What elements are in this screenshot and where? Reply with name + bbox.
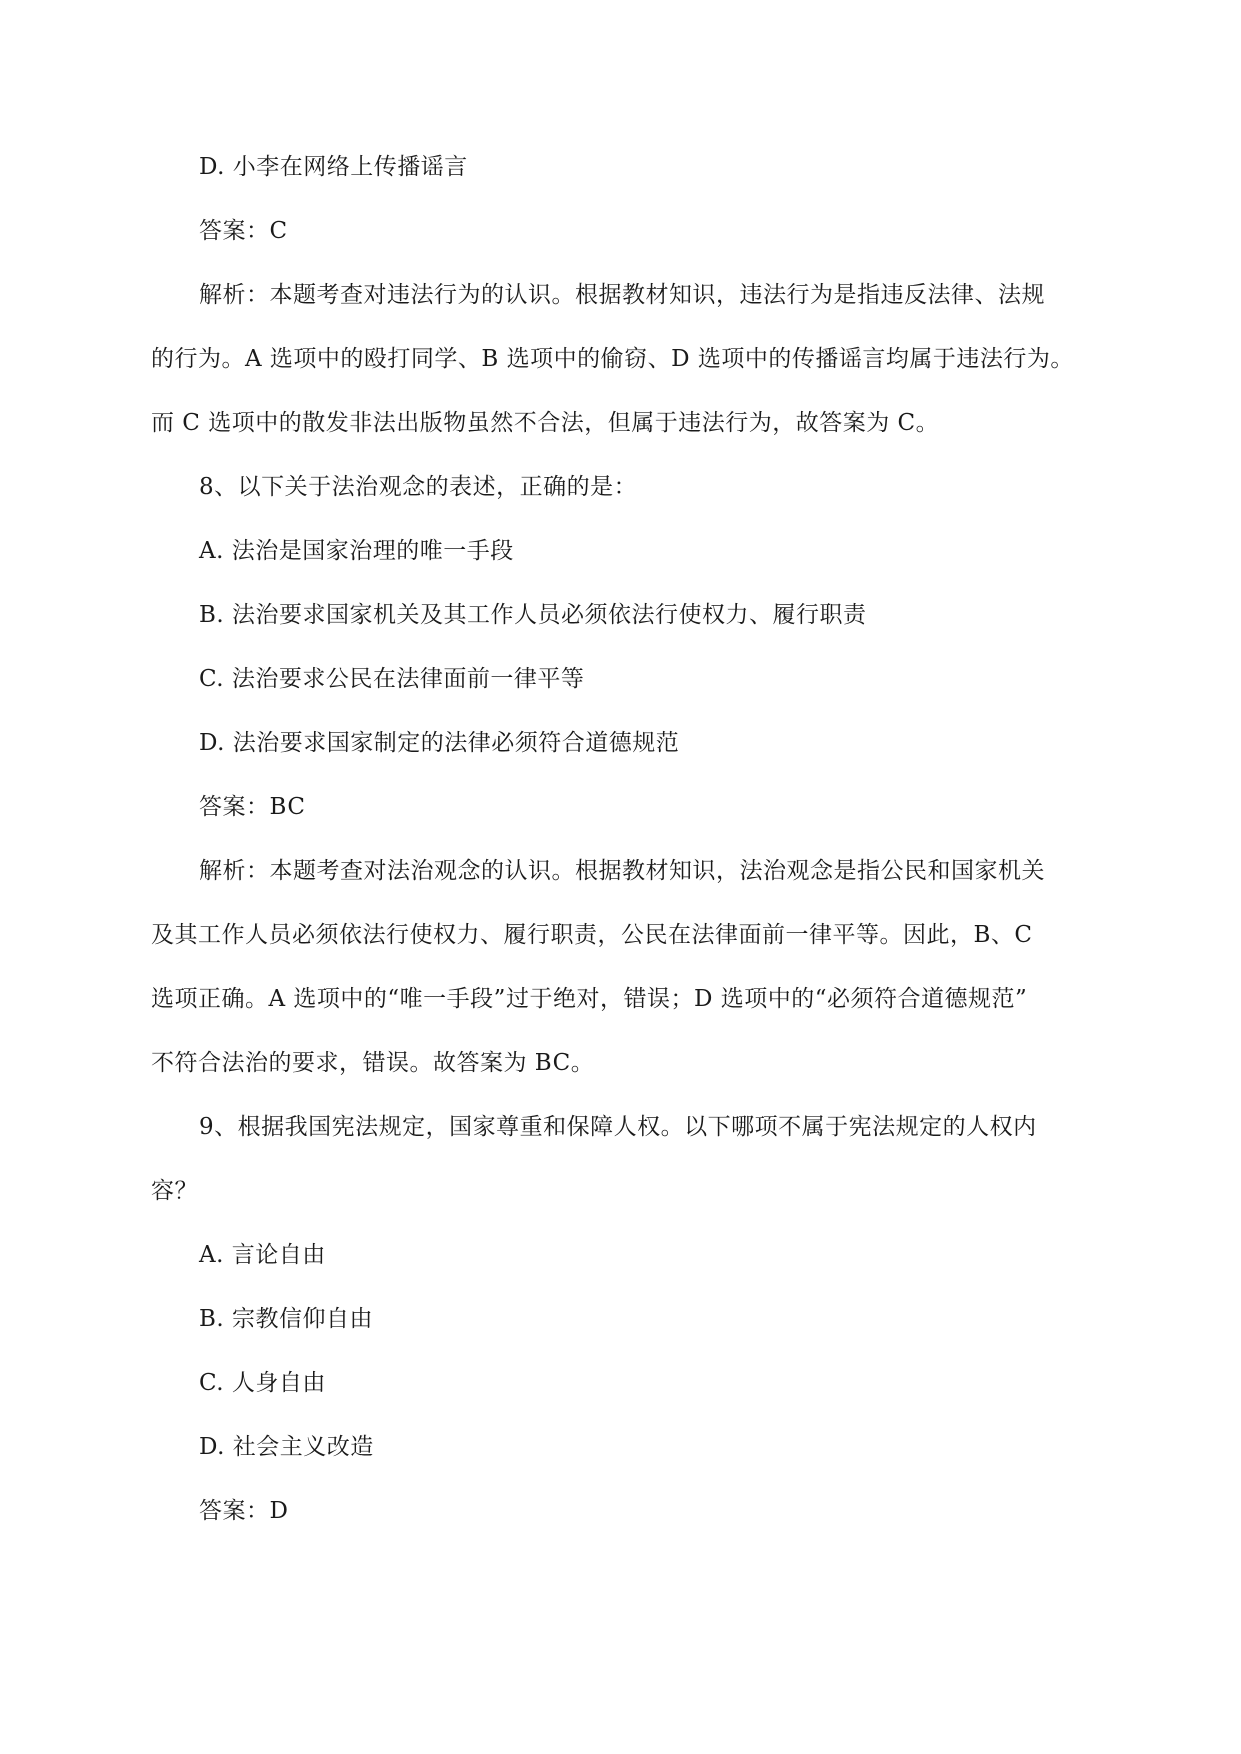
q8-analysis-line-2: 及其工作人员必须依法行使权力、履行职责，公民在法律面前一律平等。因此，B、C (151, 922, 1033, 948)
q7-answer: 答案：C (199, 218, 288, 244)
q9-option-c: C. 人身自由 (199, 1370, 326, 1396)
q8-option-b: B. 法治要求国家机关及其工作人员必须依法行使权力、履行职责 (199, 602, 867, 628)
q8-analysis-line-4: 不符合法治的要求，错误。故答案为 BC。 (151, 1050, 595, 1076)
q8-option-c: C. 法治要求公民在法律面前一律平等 (199, 666, 585, 692)
q9-question-line-1: 9、根据我国宪法规定，国家尊重和保障人权。以下哪项不属于宪法规定的人权内 (199, 1114, 1037, 1140)
q9-option-d: D. 社会主义改造 (199, 1434, 374, 1460)
q8-option-a: A. 法治是国家治理的唯一手段 (199, 538, 514, 564)
q8-answer: 答案：BC (199, 794, 306, 820)
q7-option-d: D. 小李在网络上传播谣言 (199, 154, 468, 180)
q7-analysis-line-1: 解析：本题考查对违法行为的认识。根据教材知识，违法行为是指违反法律、法规 (199, 282, 1045, 308)
q9-answer: 答案：D (199, 1498, 289, 1524)
q9-question-line-2: 容？ (151, 1178, 198, 1204)
q7-analysis-line-3: 而 C 选项中的散发非法出版物虽然不合法，但属于违法行为，故答案为 C。 (151, 410, 940, 436)
q8-option-d: D. 法治要求国家制定的法律必须符合道德规范 (199, 730, 680, 756)
q8-question: 8、以下关于法治观念的表述，正确的是： (199, 474, 638, 500)
q9-option-b: B. 宗教信仰自由 (199, 1306, 374, 1332)
q8-analysis-line-1: 解析：本题考查对法治观念的认识。根据教材知识，法治观念是指公民和国家机关 (199, 858, 1045, 884)
q9-option-a: A. 言论自由 (199, 1242, 326, 1268)
q8-analysis-line-3: 选项正确。A 选项中的“唯一手段”过于绝对，错误；D 选项中的“必须符合道德规范” (151, 986, 1028, 1012)
q7-analysis-line-2: 的行为。A 选项中的殴打同学、B 选项中的偷窃、D 选项中的传播谣言均属于违法行为。 (151, 346, 1074, 372)
